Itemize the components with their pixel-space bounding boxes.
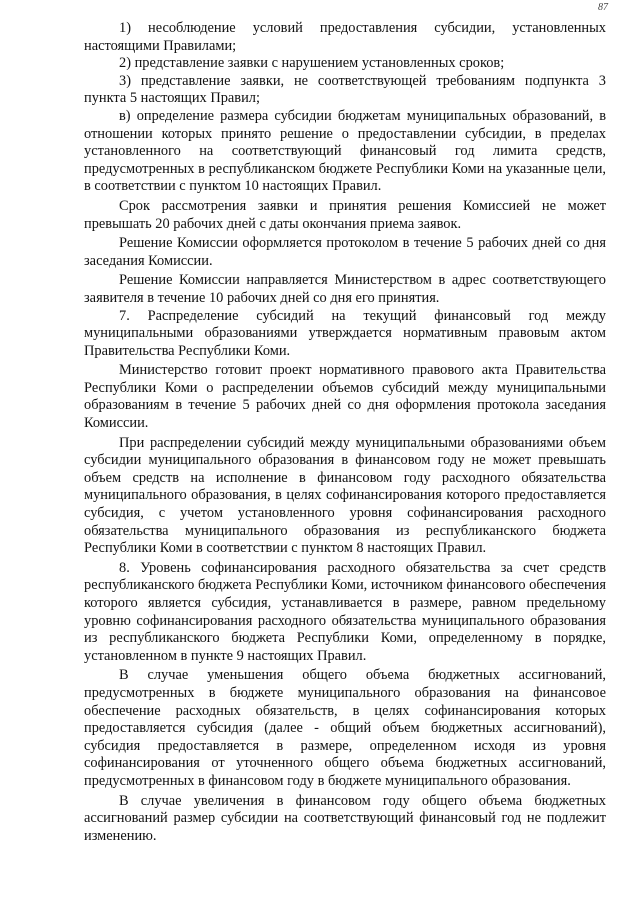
paragraph-distribution-limit: При распределении субсидий между муниципальными образованиями объем субсидии муниципального образования в финансовом году не может превышать объем средств на исполнение в финансовом году расходного обязательства муниципального образования, в целях софинансирования которого предоставляется субсидия, с учетом установленного уровня софинансирования расходного обязательства муниципального образования из республиканского бюджета Республики Коми в соответствии с пунктом 8 настоящих Правил. — [84, 434, 606, 557]
paragraph-item-v: в) определение размера субсидии бюджетам муниципальных образований, в отношении которых принято решение о предоставлении субсидии, в пределах установленного на соответствующий финансовый год лимита средств, предусмотренных в республиканском бюджете Республики Коми на указанные цели, в соответствии с пунктом 10 настоящих Правил. — [84, 107, 606, 195]
paragraph-section-7: 7. Распределение субсидий на текущий финансовый год между муниципальными образованиями утверждается нормативным правовым актом Правительства Республики Коми. — [84, 307, 606, 359]
paragraph-item-2: 2) представление заявки с нарушением установленных сроков; — [119, 55, 505, 72]
page-number: 87 — [598, 2, 608, 13]
paragraph-protocol: Решение Комиссии оформляется протоколом в течение 5 рабочих дней со дня заседания Комиссии. — [84, 235, 606, 269]
paragraph-item-3: 3) представление заявки, не соответствующей требованиям подпункта 3 пункта 5 настоящих Правил; — [84, 72, 606, 107]
paragraph-decision-sent: Решение Комиссии направляется Министерством в адрес соответствующего заявителя в течение 10 рабочих дней со дня его принятия. — [84, 272, 606, 306]
paragraph-section-8: 8. Уровень софинансирования расходного обязательства за счет средств республиканского бюджета Республики Коми, источником финансового обеспечения которого является субсидия, устанавливается в размере, равном предельному уровню софинансирования расходного обязательства муниципального образования из республиканского бюджета Республики Коми, определенному в порядке, установленном в пункте 9 настоящих Правил. — [84, 559, 606, 664]
document-body — [84, 20, 606, 845]
paragraph-decrease-case: В случае уменьшения общего объема бюджетных ассигнований, предусмотренных в бюджете муниципального образования на финансовое обеспечение расходных обязательств, в целях софинансирования которых предоставляется субсидия (далее - общий объем бюджетных ассигнований), субсидия предоставляется в размере, определенном исходя из уровня софинансирования от уточненного общего объема бюджетных ассигнований, предусмотренных в финансовом году в бюджете муниципального образования. — [84, 667, 606, 789]
paragraph-review-deadline: Срок рассмотрения заявки и принятия решения Комиссией не может превышать 20 рабочих дней с даты окончания приема заявок. — [84, 197, 606, 232]
paragraph-increase-case: В случае увеличения в финансовом году общего объема бюджетных ассигнований размер субсидии на соответствующий финансовый год не подлежит изменению. — [84, 792, 606, 844]
paragraph-item-1: 1) несоблюдение условий предоставления субсидии, установленных настоящими Правилами; — [84, 20, 606, 54]
paragraph-ministry-draft: Министерство готовит проект нормативного правового акта Правительства Республики Коми о распределении объемов субсидий между муниципальными образованиям в течение 5 рабочих дней со дня оформления протокола заседания Комиссии. — [84, 362, 606, 432]
